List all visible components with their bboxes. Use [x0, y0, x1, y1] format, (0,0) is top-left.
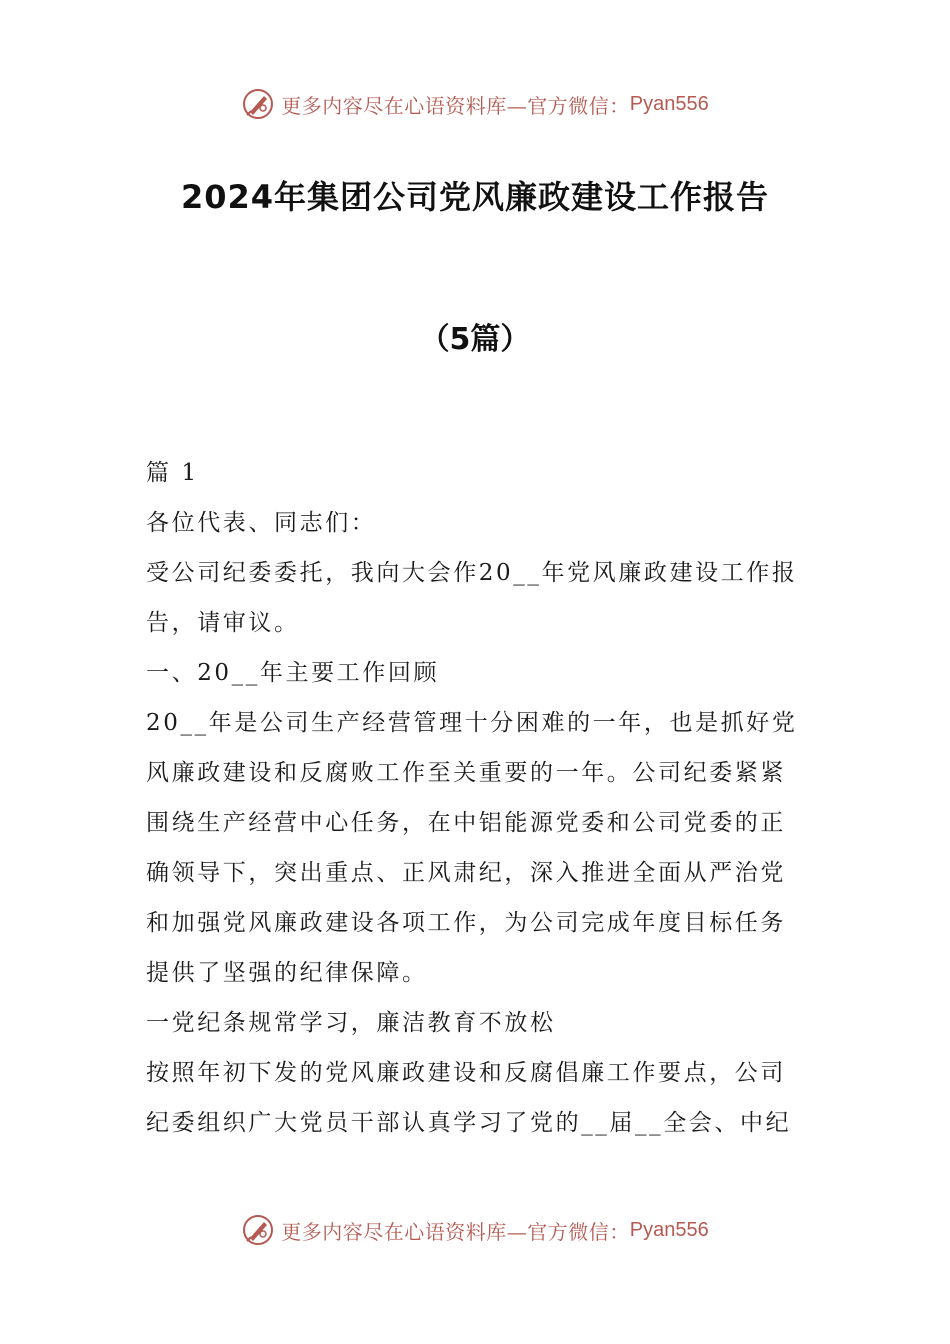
- document-body: [146, 448, 808, 1148]
- paragraph-line: 确领导下，突出重点、正风肃纪，深入推进全面从严治党: [146, 860, 786, 886]
- pen-logo-icon: [241, 1213, 275, 1247]
- document-subtitle: （5篇）: [419, 322, 531, 357]
- subheading: 一、20__年主要工作回顾: [146, 660, 440, 686]
- footer-watermark-banner: [0, 1208, 950, 1252]
- paragraph-line: 告，请审议。: [146, 610, 300, 636]
- salutation: 各位代表、同志们：: [146, 510, 377, 536]
- paragraph-line: 受公司纪委委托，我向大会作20__年党风廉政建设工作报: [146, 560, 798, 586]
- paragraph-line: 按照年初下发的党风廉政建设和反腐倡廉工作要点，公司: [146, 1060, 786, 1086]
- paragraph-line: 围绕生产经营中心任务，在中铝能源党委和公司党委的正: [146, 810, 786, 836]
- paragraph-line: 纪委组织广大党员干部认真学习了党的__届__全会、中纪: [146, 1110, 792, 1136]
- section-heading: 篇 1: [146, 460, 199, 486]
- banner-wechat-id: Pyan556: [629, 92, 709, 115]
- paragraph-line: 风廉政建设和反腐败工作至关重要的一年。公司纪委紧紧: [146, 760, 786, 786]
- paragraph-line: 20__年是公司生产经营管理十分困难的一年，也是抓好党: [146, 710, 798, 736]
- paragraph-line: 提供了坚强的纪律保障。: [146, 960, 428, 986]
- pen-logo-icon: [241, 87, 275, 121]
- banner-wechat-id: Pyan556: [629, 1218, 709, 1241]
- subheading: 一党纪条规常学习，廉洁教育不放松: [146, 1010, 556, 1036]
- banner-text: 更多内容尽在心语资料库—官方微信：: [281, 93, 630, 118]
- banner-text: 更多内容尽在心语资料库—官方微信：: [281, 1219, 630, 1244]
- document-title: 2024年集团公司党风廉政建设工作报告: [180, 178, 770, 216]
- paragraph-line: 和加强党风廉政建设各项工作，为公司完成年度目标任务: [146, 910, 786, 936]
- header-watermark-banner: [0, 82, 950, 126]
